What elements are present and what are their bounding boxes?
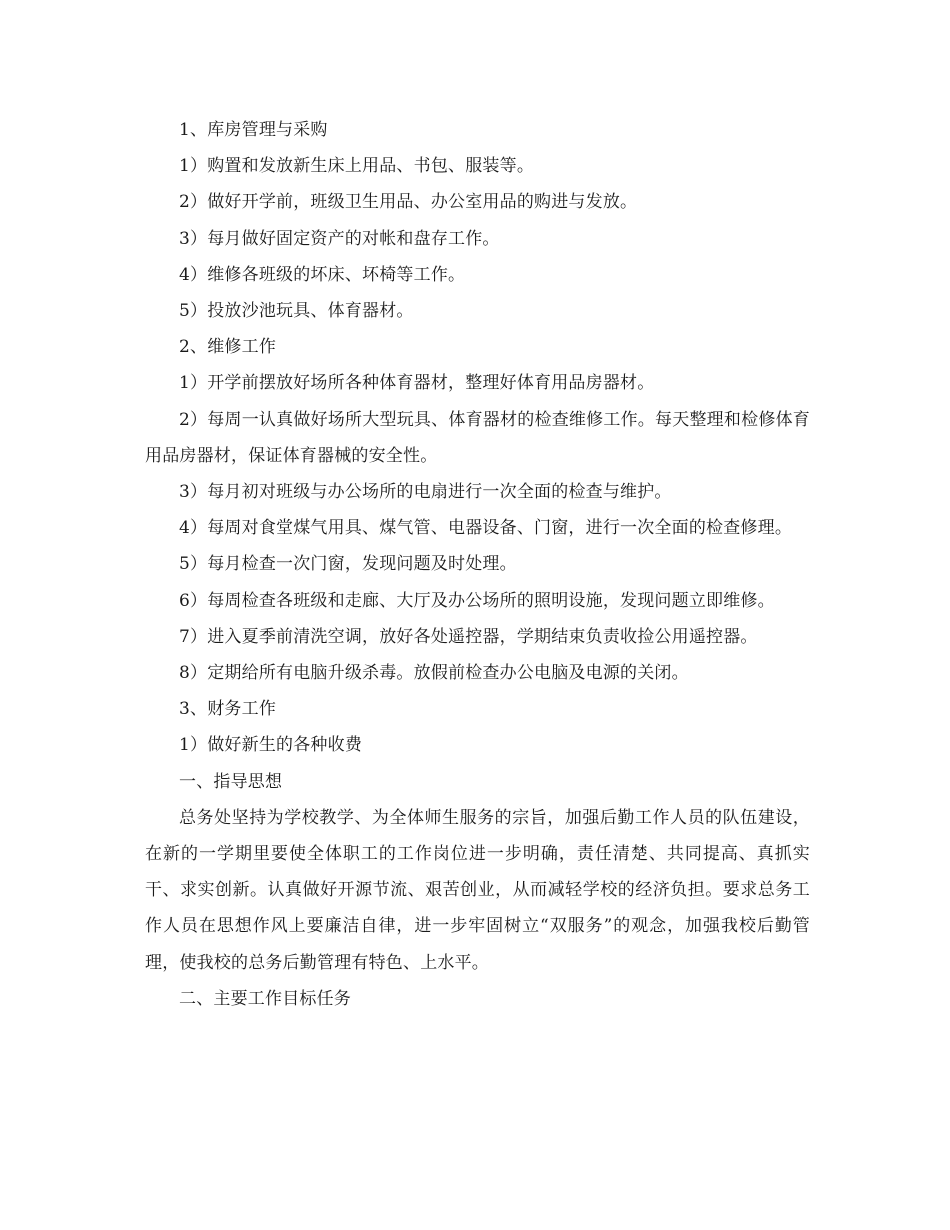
list-item: 1）购置和发放新生床上用品、书包、服装等。 bbox=[179, 156, 535, 177]
heading-finance: 3、财务工作 bbox=[179, 699, 277, 720]
body-paragraph: 总务处坚持为学校教学、为全体师生服务的宗旨，加强后勤工作人员的队伍建设，在新的一学期里要使全体职工的工作岗位进一步明确，责任清楚、共同提高、真抓实干、求实创新。认真做好开源节流、艰苦创业，从而减轻学校的经济负担。要求总务工作人员在思想作风上要廉洁自律，进一步牢固树立“双服务”的观念，加强我校后勤管理，使我校的总务后勤管理有特色、上水平。 bbox=[145, 807, 810, 973]
list-item: 2）每周一认真做好场所大型玩具、体育器材的检查维修工作。每天整理和检修体育用品房器材，保证体育器械的安全性。 bbox=[145, 409, 810, 466]
list-item: 1）做好新生的各种收费 bbox=[179, 735, 363, 756]
list-item: 1）开学前摆放好场所各种体育器材，整理好体育用品房器材。 bbox=[179, 373, 655, 394]
heading-guiding-ideology: 一、指导思想 bbox=[179, 771, 283, 792]
heading-maintenance: 2、维修工作 bbox=[179, 337, 277, 358]
heading-main-goals: 二、主要工作目标任务 bbox=[179, 988, 351, 1009]
list-item: 2）做好开学前，班级卫生用品、办公室用品的购进与发放。 bbox=[179, 192, 638, 213]
list-item: 3）每月初对班级与办公场所的电扇进行一次全面的检查与维护。 bbox=[179, 482, 672, 503]
list-item: 5）投放沙池玩具、体育器材。 bbox=[179, 301, 414, 322]
document-body bbox=[145, 112, 810, 1017]
list-item: 6）每周检查各班级和走廊、大厅及办公场所的照明设施，发现问题立即维修。 bbox=[179, 590, 775, 611]
list-item: 5）每月检查一次门窗，发现问题及时处理。 bbox=[179, 554, 517, 575]
list-item: 4）每周对食堂煤气用具、煤气管、电器设备、门窗，进行一次全面的检查修理。 bbox=[179, 518, 793, 539]
list-item: 4）维修各班级的坏床、坏椅等工作。 bbox=[179, 264, 466, 285]
heading-warehouse-procurement: 1、库房管理与采购 bbox=[179, 120, 328, 140]
list-item: 8）定期给所有电脑升级杀毒。放假前检查办公电脑及电源的关闭。 bbox=[179, 663, 689, 684]
list-item: 7）进入夏季前清洗空调，放好各处遥控器，学期结束负责收捡公用遥控器。 bbox=[179, 626, 758, 647]
list-item: 3）每月做好固定资产的对帐和盘存工作。 bbox=[179, 228, 500, 249]
